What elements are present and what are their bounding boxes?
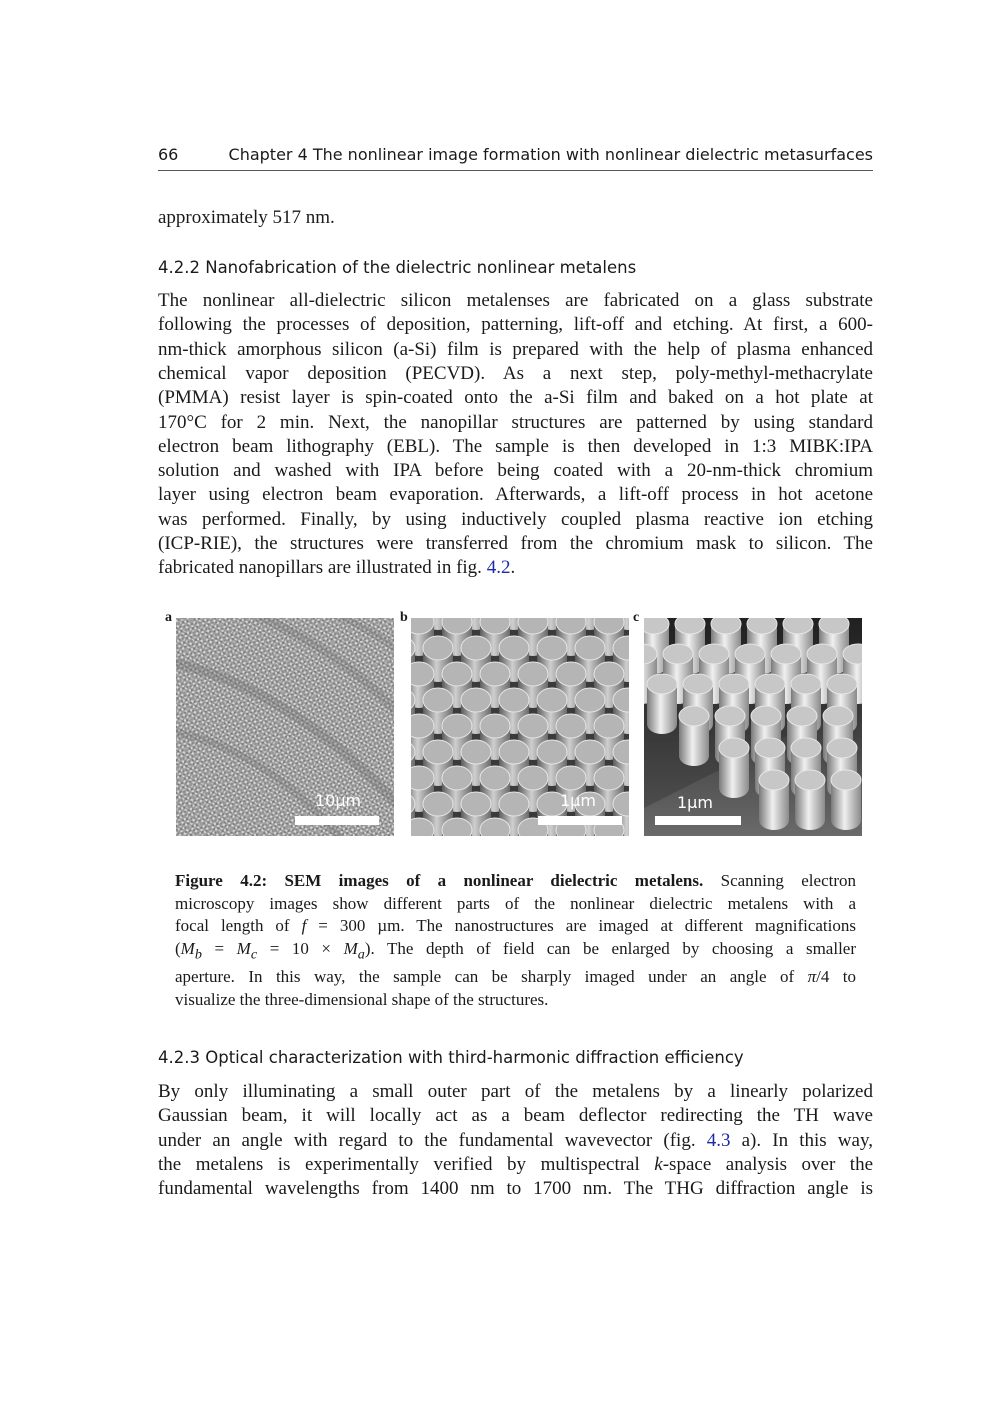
nanopillar-top — [423, 636, 453, 660]
page-number: 66 — [158, 145, 179, 164]
scale-bar-c — [655, 816, 741, 825]
math-subscript: b — [194, 946, 202, 963]
nanopillar-top — [461, 636, 491, 660]
caption-text: = 10 × — [257, 939, 344, 959]
paragraph-line — [158, 1153, 873, 1177]
scale-bar-b — [538, 816, 622, 825]
panel-label-b: b — [400, 610, 408, 625]
nanopillar-top — [807, 644, 837, 664]
caption-line — [175, 938, 856, 966]
panel-label-a: a — [165, 610, 172, 625]
nanopillar-top — [831, 770, 861, 790]
figure-reference-link[interactable]: 4.2 — [486, 557, 511, 578]
line-text: . — [510, 557, 516, 578]
nanopillar-top — [480, 714, 510, 738]
scale-label-b: 1µm — [560, 791, 596, 810]
line-text: under an angle with regard to the fundamental wavevector (fig. — [158, 1129, 707, 1151]
nanopillar-top — [771, 644, 801, 664]
nanopillar-top — [711, 618, 741, 634]
caption-text: /4 to — [816, 967, 856, 987]
paragraph-line: (ICP-RIE), the structures were transferred from the chromium mask to silicon. The — [158, 532, 873, 554]
nanopillar-top — [480, 662, 510, 686]
line-text: -space analysis over the — [662, 1154, 873, 1175]
nanopillar-top — [556, 714, 586, 738]
line-text: a). In this way, — [730, 1129, 873, 1151]
nanopillar-top — [787, 706, 817, 726]
caption-text: focal length of — [175, 916, 302, 936]
nanopillar-top — [699, 644, 729, 664]
nanopillar-top — [735, 644, 765, 664]
nanopillar-top — [791, 738, 821, 758]
caption-text: = — [201, 939, 237, 959]
nanopillar-top — [480, 766, 510, 790]
scale-bar-a — [295, 816, 379, 825]
paragraph-line: following the processes of deposition, patterning, lift-off and etching. At first, a 600- — [158, 314, 873, 335]
nanopillar-top — [594, 662, 624, 686]
caption-line: visualize the three-dimensional shape of the structures. — [175, 989, 549, 1009]
nanopillar-top — [518, 766, 548, 790]
nanopillar-top — [755, 738, 785, 758]
nanopillar-top — [537, 636, 567, 660]
nanopillar-top — [719, 674, 749, 694]
nanopillar-top — [679, 706, 709, 726]
nanopillar-top — [423, 792, 453, 816]
math-symbol: f — [301, 916, 307, 936]
nanopillar-top — [823, 706, 853, 726]
nanopillar-top — [423, 740, 453, 764]
paragraph-line: (PMMA) resist layer is spin-coated onto the a-Si film and baked on a hot plate at — [158, 387, 873, 408]
caption-line — [175, 915, 856, 938]
nanopillar-top — [647, 674, 677, 694]
panel-label-c: c — [633, 610, 640, 625]
nanopillar-top — [663, 644, 693, 664]
figure-caption — [175, 870, 856, 1012]
nanopillar-top — [575, 688, 605, 712]
nanopillar-top — [499, 792, 529, 816]
nanopillar-top — [537, 740, 567, 764]
section-heading-4-2-2: 4.2.2 Nanofabrication of the dielectric nonlinear metalens — [158, 258, 637, 277]
paragraph-line: 170°C for 2 min. Next, the nanopillar structures are patterned by using standard — [158, 411, 873, 433]
paragraph-line — [158, 556, 873, 580]
intro-line: approximately 517 nm. — [158, 207, 335, 228]
nanopillar-top — [556, 662, 586, 686]
nanopillar-top — [461, 688, 491, 712]
nanopillar-top — [827, 674, 857, 694]
nanopillar-top — [518, 714, 548, 738]
paragraph-line: nm-thick amorphous silicon (a-Si) film is prepared with the help of plasma enhanced — [158, 338, 873, 360]
paragraph-line: Gaussian beam, it will locally act as a beam deflector redirecting the TH wave — [158, 1105, 873, 1126]
caption-text: ( — [175, 939, 181, 959]
nanopillar-top — [747, 618, 777, 634]
nanopillar-top — [715, 706, 745, 726]
scale-label-a: 10µm — [315, 791, 362, 810]
nanopillar-top — [755, 674, 785, 694]
math-subscript: c — [250, 946, 258, 963]
paragraph-line: chemical vapor deposition (PECVD). As a next step, poly-methyl-methacrylate — [158, 363, 873, 384]
nanopillar-top — [795, 770, 825, 790]
paragraph-line: solution and washed with IPA before being coated with a 20-nm-thick chromium — [158, 460, 873, 481]
paragraph-line: The nonlinear all-dielectric silicon metalenses are fabricated on a glass substrate — [158, 290, 873, 311]
section-heading-4-2-3: 4.2.3 Optical characterization with third-harmonic diffraction efficiency — [158, 1048, 744, 1067]
paragraph-line: By only illuminating a small outer part of the metalens by a linearly polarized — [158, 1081, 873, 1102]
nanopillar-top — [783, 618, 813, 634]
nanopillar-top — [594, 766, 624, 790]
scale-label-c: 1µm — [677, 793, 713, 812]
paragraph-line: fundamental wavelengths from 1400 nm to 1700 nm. The THG diffraction angle is — [158, 1178, 873, 1199]
nanopillar-top — [499, 636, 529, 660]
running-header — [158, 144, 873, 171]
nanopillar-top — [819, 618, 849, 634]
paragraph-line: layer using electron beam evaporation. Afterwards, a lift-off process in hot acetone — [158, 484, 873, 505]
caption-text: Scanning electron — [703, 871, 856, 890]
nanopillar-top — [791, 674, 821, 694]
math-symbol: M — [343, 939, 358, 959]
paragraph-line: electron beam lithography (EBL). The sample is then developed in 1:3 MIBK:IPA — [158, 435, 873, 457]
line-text: the metalens is experimentally verified by multispectral — [158, 1154, 655, 1175]
nanopillar-top — [518, 662, 548, 686]
figure-4-2 — [160, 610, 870, 840]
paragraph-line — [158, 1129, 873, 1153]
math-subscript: a — [357, 946, 365, 963]
caption-text: aperture. In this way, the sample can be sharply imaged under an angle of — [175, 967, 808, 987]
nanopillar-top — [751, 706, 781, 726]
nanopillar-top — [442, 766, 472, 790]
nanopillar-top — [442, 662, 472, 686]
nanopillar-top — [827, 738, 857, 758]
nanopillar-top — [594, 714, 624, 738]
nanopillar-top — [759, 770, 789, 790]
nanopillar-top — [675, 618, 705, 634]
figure-reference-link[interactable]: 4.3 — [706, 1129, 731, 1151]
running-title: Chapter 4 The nonlinear image formation with nonlinear dielectric metasurfaces — [228, 145, 873, 164]
caption-text: ). The depth of field can be enlarged by choosing a smaller — [364, 939, 856, 959]
nanopillar-top — [537, 688, 567, 712]
math-symbol: M — [180, 939, 195, 959]
math-symbol: π — [807, 967, 817, 987]
sem-image-a — [176, 618, 394, 836]
math-symbol: k — [654, 1154, 663, 1175]
caption-title: Figure 4.2: SEM images of a nonlinear dielectric metalens. — [175, 871, 704, 890]
paragraph-line: was performed. Finally, by using inductively coupled plasma reactive ion etching — [158, 508, 873, 530]
nanopillar-top — [575, 636, 605, 660]
nanopillar-top — [719, 738, 749, 758]
sem-image-b — [411, 618, 629, 836]
nanopillar-top — [683, 674, 713, 694]
sem-image-c — [644, 618, 862, 836]
math-symbol: M — [236, 939, 251, 959]
nanopillar-top — [499, 688, 529, 712]
caption-text: = 300 µm. The nanostructures are imaged at different magnifications — [306, 916, 856, 936]
line-text: fabricated nanopillars are illustrated in fig. — [158, 557, 487, 578]
nanopillar-top — [461, 792, 491, 816]
nanopillar-top — [499, 740, 529, 764]
caption-line — [175, 966, 856, 989]
caption-line: microscopy images show different parts of the nonlinear dielectric metalens with a — [175, 893, 856, 913]
nanopillar-top — [423, 688, 453, 712]
nanopillar-top — [461, 740, 491, 764]
nanopillar-top — [442, 714, 472, 738]
nanopillar-top — [575, 740, 605, 764]
nanopillar-top — [556, 766, 586, 790]
caption-line — [175, 870, 856, 893]
